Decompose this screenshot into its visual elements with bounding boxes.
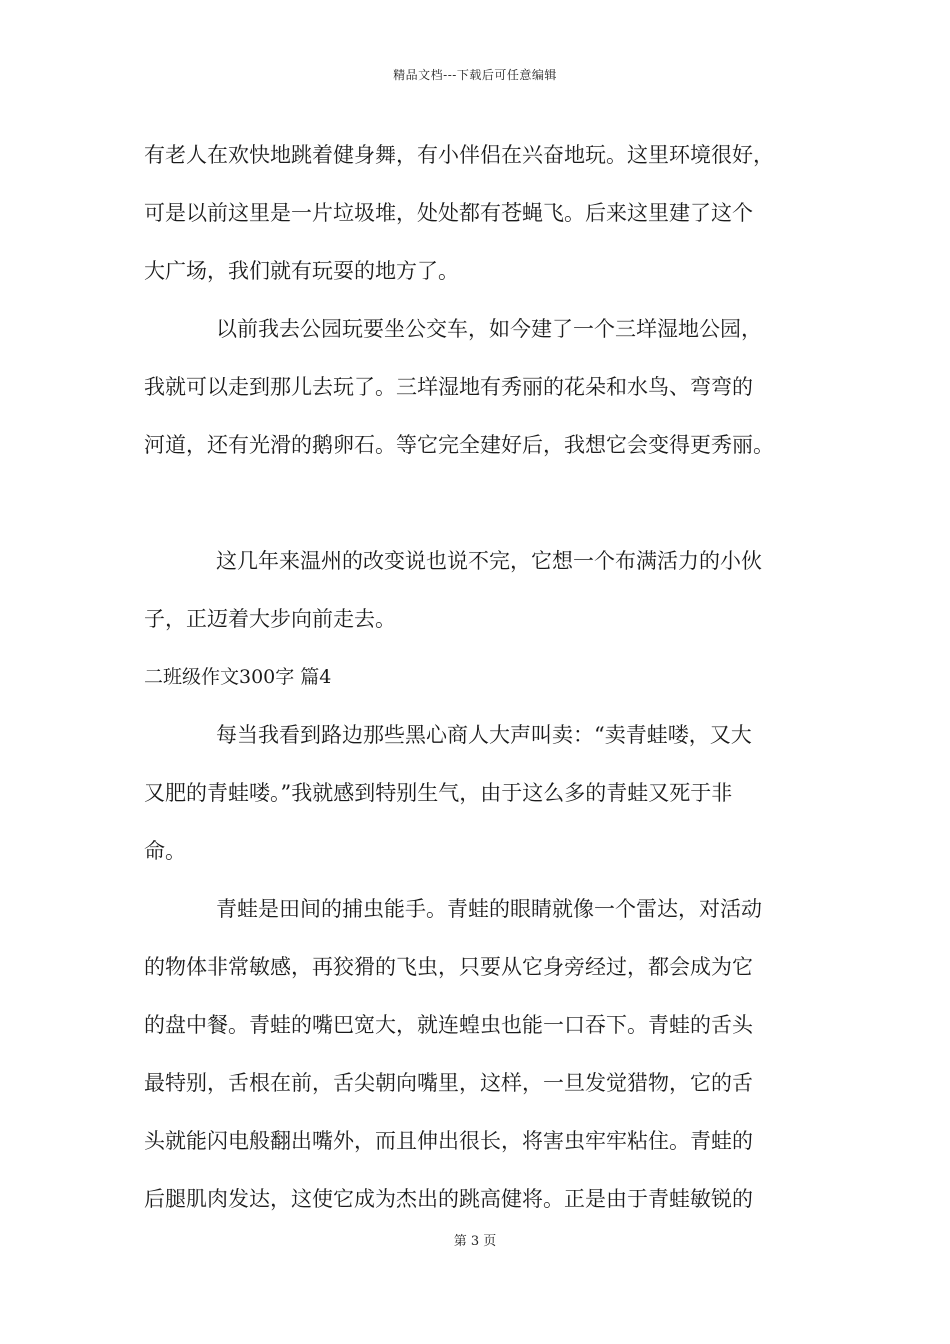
paragraph-start-line: 青蛙是田间的捕虫能手。青蛙的眼睛就像一个雷达，对活动 [216,897,762,921]
section-heading: 二班级作文300字 篇4 [144,666,332,688]
text-line: 命。 [144,839,186,863]
paragraph-start-line: 每当我看到路边那些黑心商人大声叫卖：“卖青蛙喽，又大 [216,723,752,747]
document-body [144,126,824,1228]
text-line: 我就可以走到那儿去玩了。三垟湿地有秀丽的花朵和水鸟、弯弯的 [144,375,753,399]
text-line: 头就能闪电般翻出嘴外，而且伸出很长，将害虫牢牢粘住。青蛙的 [144,1129,753,1153]
text-line: 河道，还有光滑的鹅卵石。等它完全建好后，我想它会变得更秀丽。 [144,433,774,457]
text-line: 的盘中餐。青蛙的嘴巴宽大，就连蝗虫也能一口吞下。青蛙的舌头 [144,1013,753,1037]
paragraph-gap [144,474,824,532]
paragraph-start-line: 这几年来温州的改变说也说不完，它想一个布满活力的小伙 [216,549,762,573]
text-line: 有老人在欢快地跳着健身舞，有小伴侣在兴奋地玩。这里环境很好， [144,143,774,167]
paragraph-start-line: 以前我去公园玩要坐公交车，如今建了一个三垟湿地公园， [216,317,762,341]
text-line: 的物体非常敏感，再狡猾的飞虫，只要从它身旁经过，都会成为它 [144,955,753,979]
text-line: 可是以前这里是一片垃圾堆，处处都有苍蝇飞。后来这里建了这个 [144,201,753,225]
page-number: 第 3 页 [453,1234,497,1249]
text-line: 子，正迈着大步向前走去。 [144,607,396,631]
text-line: 大广场，我们就有玩耍的地方了。 [144,259,459,283]
text-line: 又肥的青蛙喽。”我就感到特别生气，由于这么多的青蛙又死于非 [144,781,733,805]
text-line: 最特别，舌根在前，舌尖朝向嘴里，这样，一旦发觉猎物，它的舌 [144,1071,753,1095]
page-header: 精品文档---下载后可任意编辑 [393,68,557,82]
text-line: 后腿肌肉发达，这使它成为杰出的跳高健将。正是由于青蛙敏锐的 [144,1187,753,1211]
